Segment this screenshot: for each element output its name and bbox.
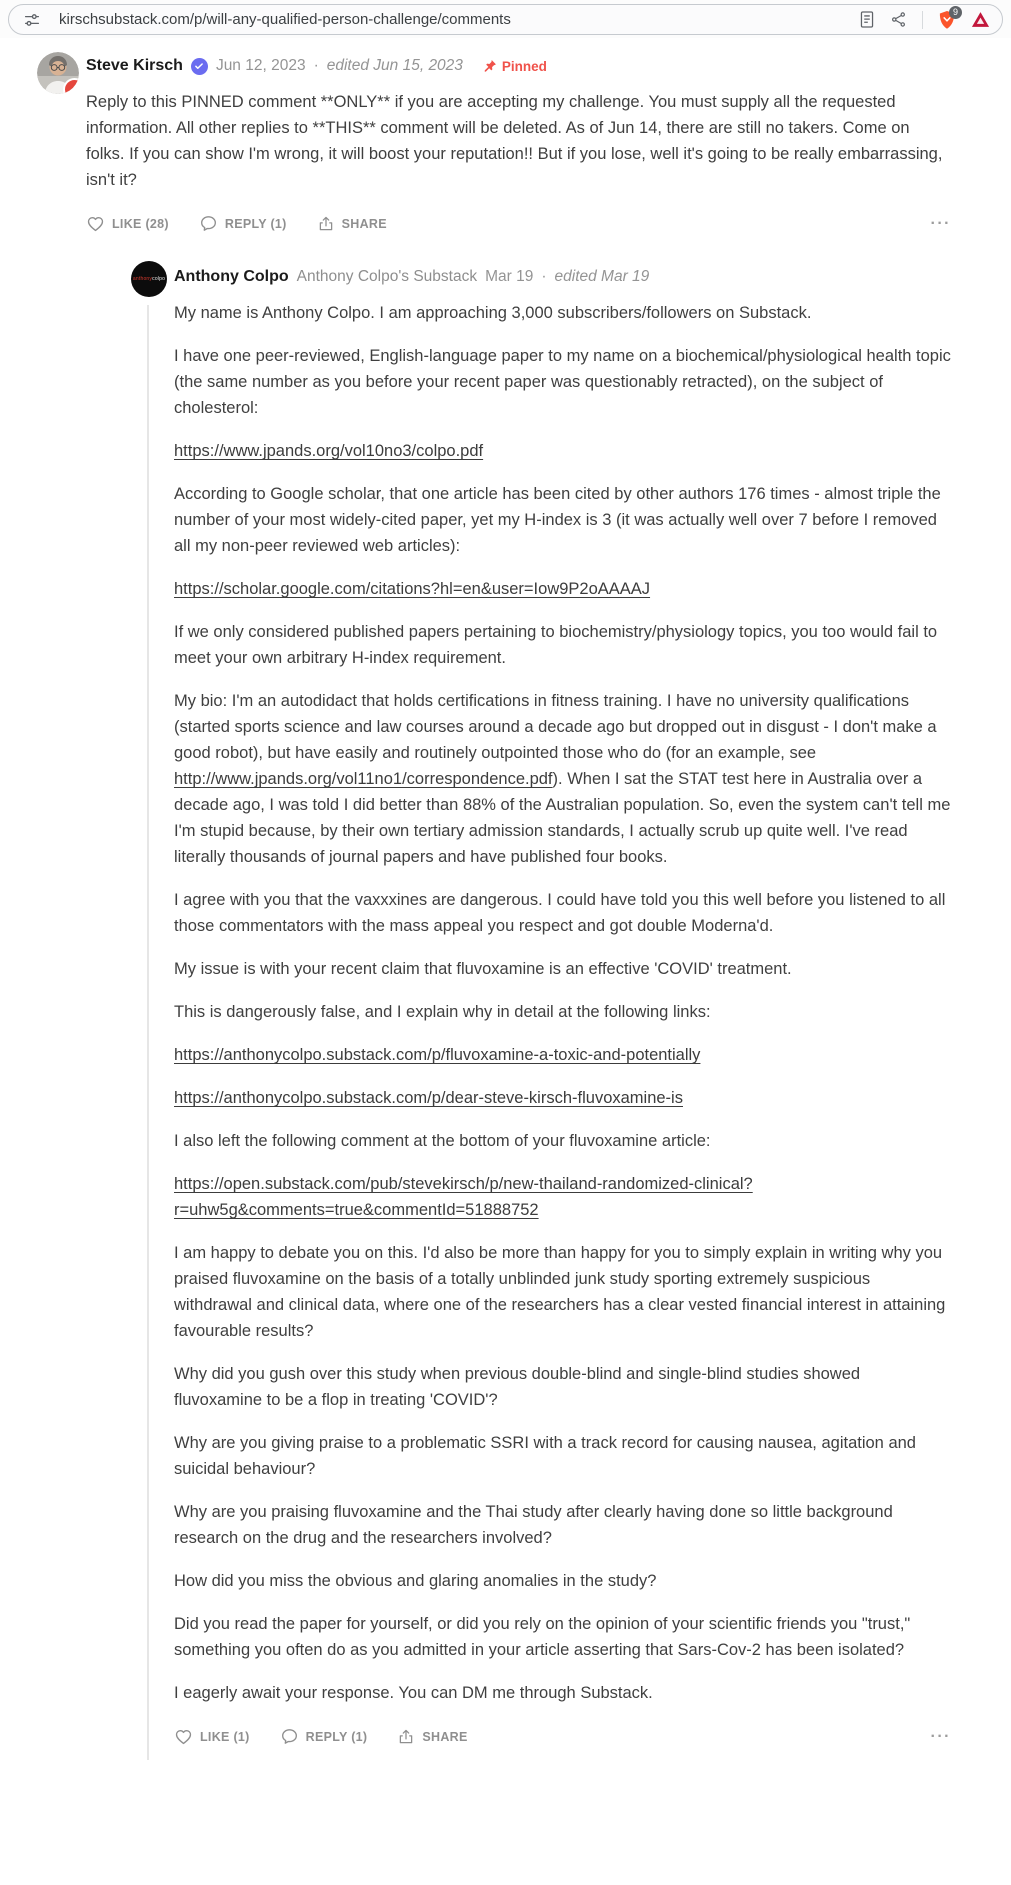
reply-button[interactable]: REPLY (1) — [280, 1727, 368, 1746]
comment-link[interactable]: https://scholar.google.com/citations?hl=en&user=Iow9P2oAAAAJ — [174, 580, 651, 598]
verified-check-icon — [191, 58, 208, 75]
avatar-anthony-colpo[interactable]: anthonycolpo — [131, 261, 167, 297]
site-settings-icon[interactable] — [23, 11, 41, 29]
link-paragraph — [174, 1042, 951, 1068]
reply-button[interactable]: REPLY (1) — [199, 214, 287, 233]
comment-paragraph: Why are you praising fluvoxamine and the Thai study after clearly having done so little background research on the drug and the researchers involved? — [174, 1503, 893, 1547]
meta-separator: · — [313, 57, 319, 74]
more-options-button[interactable]: ··· — [930, 1727, 951, 1745]
comment-header — [86, 57, 951, 75]
comment-link[interactable]: http://www.jpands.org/vol11no1/correspondence.pdf — [174, 770, 553, 788]
edited-label: edited Jun 15, 2023 — [326, 57, 463, 74]
link-paragraph — [174, 576, 951, 602]
comment-paragraph: I also left the following comment at the bottom of your fluvoxamine article: — [174, 1132, 711, 1150]
comment-paragraph: My issue is with your recent claim that fluvoxamine is an effective 'COVID' treatment. — [174, 960, 792, 978]
comment-paragraph: I agree with you that the vaxxxines are dangerous. I could have told you this well before you listened to all those commentators with the mass appeal you respect and got double Moderna'd. — [174, 891, 946, 935]
comment-paragraph: My bio: I'm an autodidact that holds certifications in fitness training. I have no university qualifications (started sports science and law courses around a decade ago but dropped out in disgust - I don't make a good robot), but have easily and routinely outpointed those who do (for an example, see http://www.jpands.org/vol11no1/correspondence.pdf). When I sat the STAT test here in Australia over a decade ago, I was told I did better than 88% of the Australian population. So, even the system can't tell me I'm stupid because, by their own tertiary admission standards, I actually scrub up quite well. I've read literally thousands of journal papers and have published four books. — [174, 692, 951, 866]
comment-link[interactable]: https://anthonycolpo.substack.com/p/fluvoxamine-a-toxic-and-potentially — [174, 1046, 701, 1064]
pin-icon — [483, 59, 497, 73]
comment-paragraph: Did you read the paper for yourself, or did you rely on the opinion of your scientific friends you "trust," something you often do as you admitted in your article asserting that Sars-Cov-2 has been isolated? — [174, 1615, 911, 1659]
comment-paragraph: My name is Anthony Colpo. I am approaching 3,000 subscribers/followers on Substack. — [174, 304, 812, 322]
share-arrow-icon — [317, 215, 335, 233]
share-button[interactable]: SHARE — [317, 215, 387, 233]
comment-paragraph: I eagerly await your response. You can DM me through Substack. — [174, 1684, 653, 1702]
browser-toolbar — [0, 0, 1011, 38]
meta-separator: · — [541, 268, 547, 285]
comment-link[interactable]: https://anthonycolpo.substack.com/p/dear-steve-kirsch-fluvoxamine-is — [174, 1089, 683, 1107]
reply-bubble-icon — [280, 1727, 299, 1746]
edited-label: edited Mar 19 — [554, 268, 650, 285]
comment-paragraph: How did you miss the obvious and glaring anomalies in the study? — [174, 1572, 657, 1590]
author-name[interactable]: Steve Kirsch — [86, 57, 183, 74]
like-button[interactable]: LIKE (1) — [174, 1727, 250, 1746]
avatar-steve-kirsch[interactable] — [37, 52, 79, 94]
comment-paragraph: This is dangerously false, and I explain why in detail at the following links: — [174, 1003, 711, 1021]
heart-icon — [86, 214, 105, 233]
comment-actions — [174, 1727, 951, 1746]
brave-shield-icon[interactable] — [938, 6, 958, 30]
avatar-column — [131, 261, 174, 1746]
comment-date[interactable]: Jun 12, 2023 — [215, 57, 306, 74]
toolbar-divider — [922, 11, 923, 29]
avatar-column — [37, 52, 86, 1760]
link-paragraph — [174, 1171, 951, 1223]
reply-comment — [131, 261, 951, 1760]
reply-comment-body — [174, 300, 951, 1706]
url-omnibox[interactable] — [8, 4, 1003, 35]
comment-paragraph: I am happy to debate you on this. I'd also be more than happy for you to simply explain in writing why you praised fluvoxamine on the basis of a totally unblinded junk study sporting extremely suspicious withdrawal and clinical data, where one of the researchers has a clear vested financial interest in attaining favourable results? — [174, 1244, 946, 1340]
bestseller-badge-icon — [63, 78, 79, 94]
share-button[interactable]: SHARE — [397, 1728, 467, 1746]
pinned-comment — [37, 52, 951, 1760]
comment-link[interactable]: https://www.jpands.org/vol10no3/colpo.pdf — [174, 442, 484, 460]
url-text[interactable]: kirschsubstack.com/p/will-any-qualified-person-challenge/comments — [59, 11, 511, 28]
comment-paragraph: According to Google scholar, that one article has been cited by other authors 176 times - almost triple the number of your most widely-cited paper, yet my H-index is 3 (it was actually well over 7 before I removed all my non-peer reviewed web articles): — [174, 485, 941, 555]
reader-mode-icon[interactable] — [859, 10, 875, 29]
comment-link[interactable]: https://open.substack.com/pub/stevekirsch/p/new-thailand-randomized-clinical?r=uhw5g&comments=true&commentId=51888752 — [174, 1175, 753, 1219]
comment-paragraph: I have one peer-reviewed, English-language paper to my name on a biochemical/physiological health topic (the same number as you before your recent paper was questionably retracted), on the subject of cholesterol: — [174, 347, 951, 417]
shield-counter-badge: 9 — [949, 6, 962, 19]
thread-collapse-line[interactable] — [147, 305, 149, 1760]
publication-name[interactable]: Anthony Colpo's Substack — [296, 268, 478, 285]
heart-icon — [174, 1727, 193, 1746]
share-icon[interactable] — [890, 11, 907, 28]
comment-actions — [86, 214, 951, 233]
pinned-badge — [483, 59, 547, 74]
comment-paragraph: Why did you gush over this study when previous double-blind and single-blind studies showed fluvoxamine to be a flop in treating 'COVID'? — [174, 1365, 861, 1409]
pinned-label: Pinned — [501, 58, 547, 74]
link-paragraph — [174, 438, 951, 464]
like-button[interactable]: LIKE (28) — [86, 214, 169, 233]
comment-date[interactable]: Mar 19 — [485, 268, 534, 285]
share-arrow-icon — [397, 1728, 415, 1746]
comments-page — [0, 38, 1011, 1760]
brave-rewards-icon[interactable] — [971, 11, 990, 28]
author-name[interactable]: Anthony Colpo — [174, 268, 289, 285]
more-options-button[interactable]: ··· — [930, 214, 951, 232]
comment-paragraph: Why are you giving praise to a problematic SSRI with a track record for causing nausea, agitation and suicidal behaviour? — [174, 1434, 916, 1478]
pinned-comment-body — [86, 89, 951, 193]
comment-paragraph: If we only considered published papers pertaining to biochemistry/physiology topics, you too would fail to meet your own arbitrary H-index requirement. — [174, 623, 938, 667]
link-paragraph — [174, 1085, 951, 1111]
comment-header — [174, 268, 951, 286]
reply-bubble-icon — [199, 214, 218, 233]
comment-paragraph: Reply to this PINNED comment **ONLY** if you are accepting my challenge. You must supply all the requested information. All other replies to **THIS** comment will be deleted. As of Jun 14, there are still no takers. Come on folks. If you can show I'm wrong, it will boost your reputation!! But if you lose, well it's going to be really embarrassing, isn't it? — [86, 93, 943, 189]
